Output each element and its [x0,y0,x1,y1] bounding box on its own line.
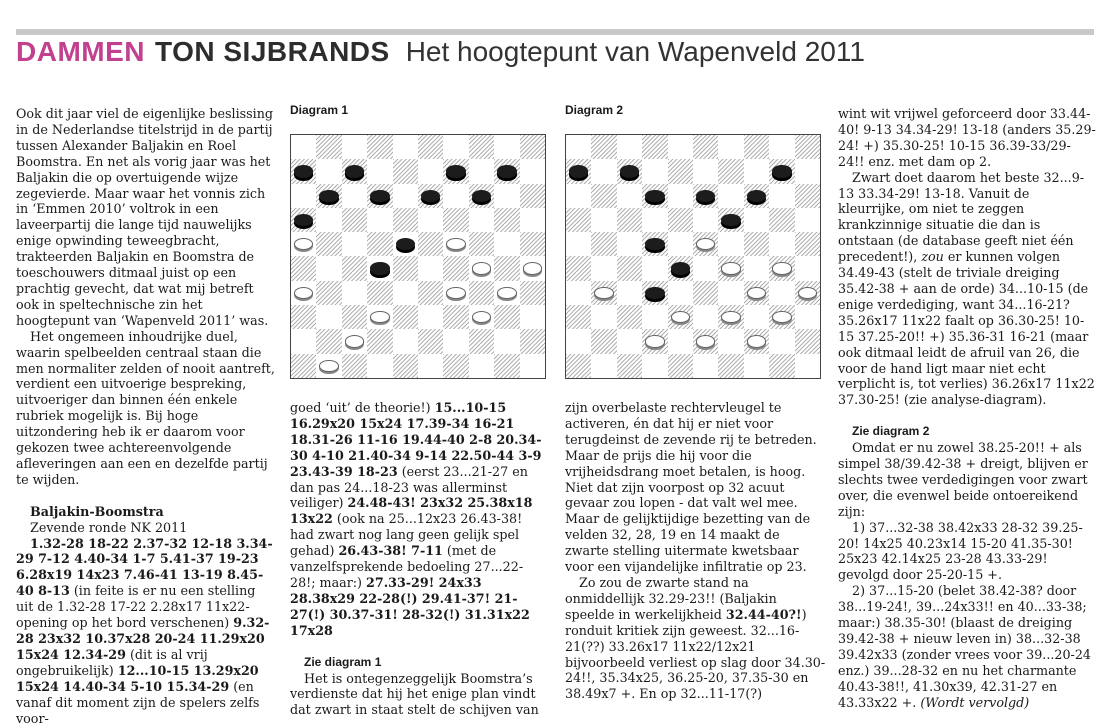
board-square [769,208,794,232]
board-square [520,281,545,305]
board-square [418,208,443,232]
white-piece [594,287,613,299]
board-square [316,208,341,232]
board-square [494,329,519,353]
board-square [693,329,718,353]
moves: 12...10-15 13.29x20 15x24 14.40-34 5-10 15.34-29 [16,662,259,694]
board-square [469,281,494,305]
board-square [469,208,494,232]
board-square [291,208,316,232]
board-square [668,305,693,329]
board-square [642,208,667,232]
board-square [795,232,820,256]
game-title: Baljakin-Boomstra [30,503,164,519]
board-square [617,135,642,159]
board-square [342,232,367,256]
board-square [469,256,494,280]
white-piece [772,311,791,323]
column-2 [290,400,548,718]
column-1 [16,106,276,726]
board-square [393,354,418,378]
black-piece [671,262,690,274]
board-square [693,135,718,159]
board-square [291,256,316,280]
white-piece [721,311,740,323]
board-square [718,256,743,280]
paragraph: 1) 37...32-38 38.42x33 28-32 39.25-20! 14x25 40.23x14 15-20 41.35-30! 25x23 42.14x25 23-28 43.33-29! gevolgd door 25-20-15 +. [838,519,1083,583]
board-square [367,159,392,183]
black-piece [345,165,364,177]
board-square [642,281,667,305]
board-square [769,184,794,208]
board-square [367,184,392,208]
board-square [520,256,545,280]
black-piece [569,165,588,177]
paragraph [838,170,1096,409]
black-piece [772,165,791,177]
board-square [769,305,794,329]
board-square [668,159,693,183]
board-square [443,208,468,232]
paragraph [565,575,827,702]
moves: 9.32-28 23x32 10.37x28 20-24 11.29x20 15x24 12.34-29 [16,615,270,662]
board-square [566,135,591,159]
board-square [316,329,341,353]
board-square [520,184,545,208]
board-square [469,159,494,183]
moves: 27.33-29! 24x33 28.38x29 22-28(!) 29.41-37! 21-27(!) 30.37-31! 28-32(!) 31.31x22 17x28 [290,574,530,638]
board-square [520,159,545,183]
board-square [469,354,494,378]
board-square [443,256,468,280]
commentary: (ook na 25...12x23 26.43-38! had zwart nog lang geen gelijk spel gehad) [290,511,523,559]
board-square [443,232,468,256]
white-piece [472,262,491,274]
board-square [668,256,693,280]
board-square [718,135,743,159]
board-square [642,159,667,183]
board-square [316,256,341,280]
board-square [291,135,316,159]
board-square [393,256,418,280]
white-piece [671,311,690,323]
board-square [591,184,616,208]
board-square [744,159,769,183]
board-square [443,281,468,305]
board-square [617,159,642,183]
board-square [443,354,468,378]
board-square [642,256,667,280]
subheading-diagram-2: Zie diagram 2 [852,424,930,439]
board-square [769,281,794,305]
board-square [617,305,642,329]
board-square [342,281,367,305]
board-square [393,305,418,329]
board-square [744,232,769,256]
board-square [494,354,519,378]
moves: 15...10-15 16.29x20 15x24 17.39-34 16-21 18.31-26 11-16 19.44-40 2-8 20.34-30 4-10 21.40-34 9-14 22.50-44 3-9 23.43-39 18-23 [290,400,542,479]
board-square [769,159,794,183]
black-piece [472,190,491,202]
board-square [591,159,616,183]
board-square [795,208,820,232]
board-square [591,232,616,256]
header-rule [16,29,1094,35]
black-piece [721,214,740,226]
board-square [494,184,519,208]
board-square [566,305,591,329]
board-square [494,305,519,329]
board-square [668,184,693,208]
moves: 1.32-28 18-22 2.37-32 12-18 3.34-29 7-12 4.40-34 1-7 5.41-37 19-23 6.28x19 14x23 7.46-41 13-19 8.45-40 8-13 [16,535,273,599]
board-square [418,305,443,329]
diagram-2-board [565,134,821,379]
board-square [393,329,418,353]
board-square [443,184,468,208]
board-square [367,208,392,232]
board-square [795,256,820,280]
text: zou [921,249,944,265]
text: ) ronduit kritiek zijn geweest. 32...16-21(??) 33.26x17 11x22/12x21 bijvoorbeeld verliest op slag door 34.30-24!!, 35.34x25, 36.25-20, 37.35-30 en 38.49x7 +. En op 32...11-17(?) [565,606,826,702]
white-piece [497,287,516,299]
board-square [418,354,443,378]
board-square [566,232,591,256]
board-square [668,329,693,353]
board-square [469,329,494,353]
game-round: Zevende ronde NK 2011 [30,519,188,535]
board-square [769,232,794,256]
board-square [795,159,820,183]
white-piece [472,311,491,323]
board-square [520,135,545,159]
board-square [566,184,591,208]
black-piece [421,190,440,202]
board-square [469,135,494,159]
board-square [291,354,316,378]
board-square [718,184,743,208]
board-square [795,135,820,159]
board-square [342,208,367,232]
board-square [291,159,316,183]
board-square [693,354,718,378]
board-square [291,305,316,329]
board-square [316,159,341,183]
white-piece [696,335,715,347]
text: er kunnen volgen 34.49-43 (stelt de triviale dreiging 35.42-38 + aan de orde) 34...10-15 (de enige verdediging, want 34...16-21? 35.26x17 11x22 faalt op 36.30-25! 10-15 37.25-20!! +) 35.36-31 16-21 (maar ook ditmaal leidt de afruil van 26, die voor de hand ligt maar niet echt verplicht is, tot verlies) 36.26x17 11x22 37.30-25! (zie analyse-diagram). [838,249,1095,408]
board-square [418,184,443,208]
board-square [393,159,418,183]
board-square [566,159,591,183]
board-square [744,135,769,159]
board-square [617,329,642,353]
board-square [342,159,367,183]
board-square [367,281,392,305]
moves: 32.44-40?! [725,606,802,622]
board-square [769,329,794,353]
board-square [393,135,418,159]
board-square [342,135,367,159]
board-square [795,184,820,208]
diagram-2-label: Diagram 2 [565,103,624,117]
board-square [291,329,316,353]
board-square [795,281,820,305]
board-square [744,208,769,232]
board-square [718,232,743,256]
white-piece [523,262,542,274]
board-square [795,354,820,378]
article-title: Het hoogtepunt van Wapenveld 2011 [405,36,865,67]
black-piece [396,238,415,250]
board-square [718,208,743,232]
board-square [617,354,642,378]
board-square [718,354,743,378]
board-square [617,256,642,280]
moves-paragraph [290,400,548,639]
board-square [367,329,392,353]
board-square [668,281,693,305]
black-piece [747,190,766,202]
white-piece [696,238,715,250]
board-square [617,184,642,208]
paragraph [838,583,1096,710]
column-3 [565,400,827,702]
board-square [291,184,316,208]
commentary: goed ‘uit’ de theorie!) [290,400,435,415]
board-square [443,305,468,329]
board-square [769,256,794,280]
board-square [693,256,718,280]
commentary: (dit is al vrij ongebruikelijk) [16,646,208,678]
black-piece [620,165,639,177]
board-square [642,305,667,329]
board-square [744,184,769,208]
board-square [418,159,443,183]
text: Zo zou de zwarte stand na onmiddellijk 32.29-23!! (Baljakin speelde in werkelijkheid [565,574,777,622]
board-square [617,208,642,232]
moves: 24.48-43! 23x32 25.38x18 13x22 [290,495,533,527]
white-piece [370,311,389,323]
board-square [642,184,667,208]
white-piece [345,335,364,347]
board-square [291,281,316,305]
paragraph: wint wit vrijwel geforceerd door 33.44-40! 9-13 34.34-29! 13-18 (anders 35.29-24! +) 35.30-25! 10-15 36.39-33/29-24!! enz. met dam op 2. [838,106,1096,169]
board-square [693,184,718,208]
board-square [566,281,591,305]
column-4 [838,106,1096,711]
black-piece [370,190,389,202]
board-square [342,256,367,280]
board-square [591,354,616,378]
black-piece [696,190,715,202]
diagram-1-label: Diagram 1 [290,103,349,117]
board-square [367,232,392,256]
board-square [718,281,743,305]
board-square [469,184,494,208]
board-square [769,354,794,378]
board-square [520,208,545,232]
board-square [316,135,341,159]
paragraph: Het ongemeen inhoudrijke duel, waarin spelbeelden centraal staan die men normaliter zelden of nooit aantreft, verdient een uitvoerige bespreking, uitvoeriger dan binnen één enkele rubriek mogelijk is. Bij hoge uitzondering heb ik er daarom voor gekozen twee achtereenvolgende afleveringen aan een en dezelfde partij te wijden. [16,328,275,487]
black-piece [294,214,313,226]
board-square [693,159,718,183]
board-square [469,305,494,329]
board-square [693,281,718,305]
board-square [668,354,693,378]
board-square [642,354,667,378]
board-square [342,354,367,378]
black-piece [497,165,516,177]
diagram-1-board [290,134,546,379]
board-square [668,232,693,256]
board-square [718,305,743,329]
board-square [566,208,591,232]
author-name: TON SIJBRANDS [155,36,390,67]
white-piece [747,287,766,299]
board-square [342,305,367,329]
board-square [494,281,519,305]
board-square [591,281,616,305]
board-square [469,232,494,256]
black-piece [645,287,664,299]
board-square [494,208,519,232]
board-square [591,135,616,159]
white-piece [319,360,338,372]
subheading-diagram-1: Zie diagram 1 [304,654,382,669]
board-square [744,329,769,353]
board-square [718,329,743,353]
board-square [291,232,316,256]
board-square [566,329,591,353]
board-square [367,354,392,378]
board-square [566,354,591,378]
white-piece [446,238,465,250]
black-piece [370,262,389,274]
board-square [316,232,341,256]
board-square [693,208,718,232]
black-piece [645,238,664,250]
board-square [393,208,418,232]
board-square [668,208,693,232]
paragraph: Omdat er nu zowel 38.25-20!! + als simpel 38/39.42-38 + dreigt, blijven er slechts twee verdedigingen voor zwart over, die evenwel beide ontoereikend zijn: [838,440,1088,519]
board-square [744,281,769,305]
black-piece [645,190,664,202]
board-square [668,135,693,159]
board-square [744,305,769,329]
board-square [642,329,667,353]
board-square [591,208,616,232]
white-piece [772,262,791,274]
board-square [316,281,341,305]
board-square [393,184,418,208]
board-square [520,305,545,329]
headline [16,36,865,72]
paragraph: zijn overbelaste rechtervleugel te activeren, én dat hij er niet voor terugdeinst de zevende rij te betreden. Maar de prijs die hij voor die vrijheidsdrang moet betalen, is hoog. Niet dat zijn voorpost op 32 acuut gevaar zou lopen - dat valt wel mee. Maar de gelijktijdige bezetting van de velden 32, 28, 19 en 14 maakt de zwarte stelling uitermate kwetsbaar voor een vijandelijke infiltratie op 23. [565,400,817,575]
paragraph: Ook dit jaar viel de eigenlijke beslissing in de Nederlandse titelstrijd in de partij tussen Alexander Baljakin en Roel Boomstra. En net als vorig jaar was het Baljakin die op overtuigende wijze zegevierde. Maar waar het vonnis zich in ‘Emmen 2010’ voltrok in een laveerpartij die lange tijd nauwelijks enige opwinding teweegbracht, trakteerden Baljakin en Boomstra de toeschouwers ditmaal juist op een prachtig gevecht, dat wat mij betreft ook in speltechnische zin het hoogtepunt van ‘Wapenveld 2011’ was. [16,106,273,328]
white-piece [294,287,313,299]
board-square [566,256,591,280]
white-piece [294,238,313,250]
board-square [418,256,443,280]
board-square [316,184,341,208]
board-square [418,135,443,159]
board-square [642,135,667,159]
text: Zwart doet daarom het beste 32...9-13 33.34-29! 13-18. Vanuit de kleurrijke, om niet te zeggen krankzinnige situatie die dan is ontstaan (de database geeft niet één precedent!), [838,169,1085,265]
board-square [494,256,519,280]
board-square [642,232,667,256]
board-square [418,329,443,353]
board-square [418,232,443,256]
board-square [494,135,519,159]
board-square [795,305,820,329]
board-square [316,354,341,378]
commentary: (eerst 23...21-27 en dan pas 24...18-23 was allerminst veiliger) [290,463,528,511]
board-square [591,305,616,329]
board-square [443,135,468,159]
board-square [418,281,443,305]
board-square [744,354,769,378]
board-square [443,329,468,353]
board-square [342,329,367,353]
board-square [718,159,743,183]
commentary: (met de vanzelfsprekende bedoeling 27...22-28!; maar:) [290,543,524,590]
black-piece [319,190,338,202]
board-square [693,232,718,256]
white-piece [721,262,740,274]
board-square [769,135,794,159]
board-square [744,256,769,280]
board-square [316,305,341,329]
board-square [367,135,392,159]
board-square [393,281,418,305]
moves: 26.43-38! 7-11 [338,543,443,559]
board-square [393,232,418,256]
board-square [494,159,519,183]
board-square [520,354,545,378]
board-square [617,232,642,256]
board-square [367,305,392,329]
board-square [591,256,616,280]
white-piece [645,335,664,347]
moves-paragraph [16,536,276,726]
to-be-continued: (Wordt vervolgd) [920,694,1030,710]
paragraph: Het is ontegenzeggelijk Boomstra’s verdienste dat hij het enige plan vindt dat zwart in staat stelt de schijven van [290,670,539,718]
board-square [342,184,367,208]
board-square [520,329,545,353]
black-piece [446,165,465,177]
board-square [494,232,519,256]
commentary: (in feite is er nu een stelling uit de 1.32-28 17-22 2.28x17 11x22-opening op het bord verschenen) [16,583,256,631]
board-square [520,232,545,256]
commentary: (en vanaf dit moment zijn de spelers zelfs voor- [16,678,260,726]
board-square [443,159,468,183]
text: 2) 37...15-20 (belet 38.42-38? door 38...19-24!, 39...24x33!! en 40...33-38; maar:) 38.35-30! (blaast de dreiging 39.42-38 + nieuw leven in) 38...32-38 39.42x33 (zonder vrees voor 39...20-24 enz.) 39...28-32 en nu het charmante 40.43-38!!, 41.30x39, 42.31-27 en 43.33x22 +. [838,583,1091,710]
board-square [591,329,616,353]
board-square [693,305,718,329]
board-square [367,256,392,280]
white-piece [446,287,465,299]
board-square [795,329,820,353]
section-label: DAMMEN [16,36,145,67]
black-piece [294,165,313,177]
board-square [617,281,642,305]
white-piece [747,335,766,347]
white-piece [798,287,817,299]
